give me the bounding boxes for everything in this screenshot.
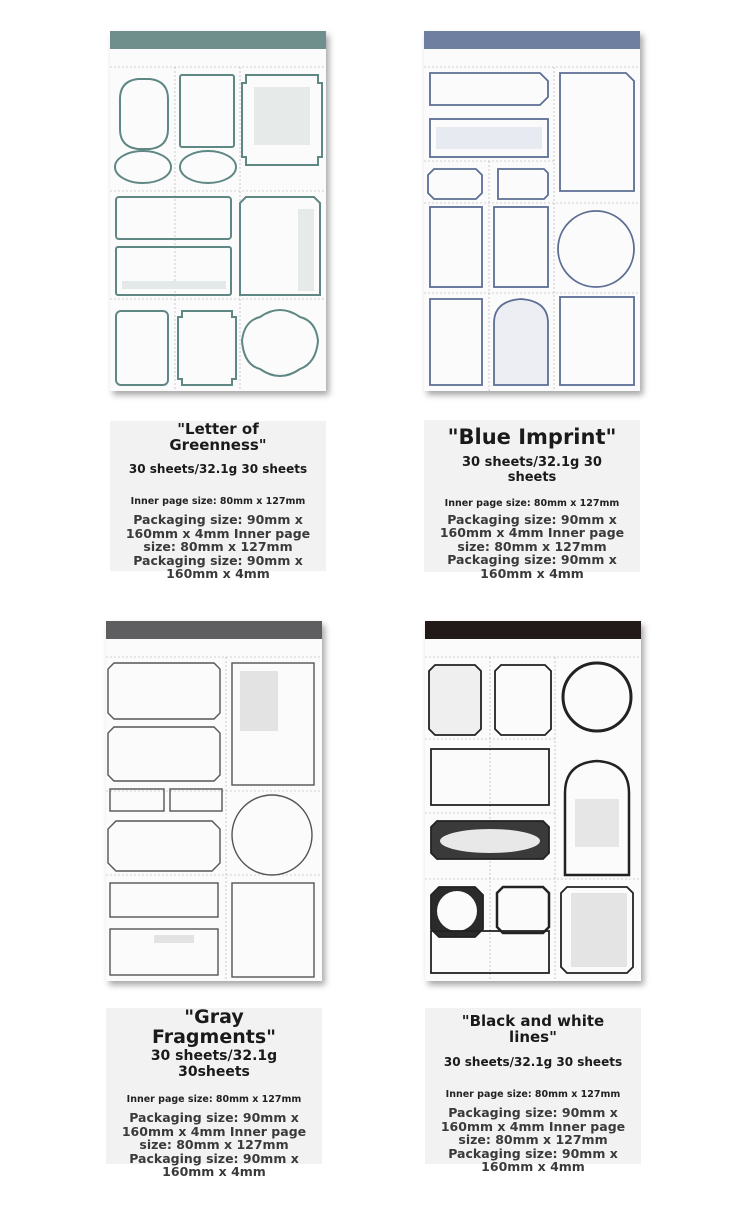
sheet-color-band bbox=[424, 31, 640, 49]
inner-page-size: Inner page size: 80mm x 127mm bbox=[444, 497, 620, 509]
sticker-sheet-image bbox=[424, 31, 640, 391]
product-title: "Gray Fragments" bbox=[151, 1006, 277, 1048]
product-caption bbox=[425, 1014, 641, 1174]
product-caption bbox=[110, 422, 326, 581]
sticker-sheet-image bbox=[106, 621, 322, 981]
packaging-size: Packaging size: 90mm x 160mm x 4mm Inner page size: 80mm x 127mm Packaging size: 90mm x 160mm x 4mm bbox=[439, 511, 625, 581]
sheet-color-band bbox=[425, 621, 641, 639]
packaging-size: Packaging size: 90mm x 160mm x 4mm Inner page size: 80mm x 127mm Packaging size: 90mm x 160mm x 4mm bbox=[121, 1110, 307, 1180]
sheets-count: 30 sheets/32.1g 30 sheets bbox=[128, 461, 308, 476]
packaging-size: Packaging size: 90mm x 160mm x 4mm Inner page size: 80mm x 127mm Packaging size: 90mm x 160mm x 4mm bbox=[440, 1105, 626, 1175]
sticker-illustration bbox=[424, 49, 640, 391]
inner-page-size: Inner page size: 80mm x 127mm bbox=[130, 496, 306, 508]
sticker-illustration bbox=[110, 49, 326, 391]
product-title: "Letter of Greenness" bbox=[169, 420, 267, 454]
sticker-illustration bbox=[425, 639, 641, 981]
sticker-sheet-image bbox=[110, 31, 326, 391]
inner-page-size: Inner page size: 80mm x 127mm bbox=[445, 1089, 621, 1101]
product-caption bbox=[106, 1008, 322, 1179]
product-title: "Blue Imprint" bbox=[447, 425, 617, 449]
sheet-color-band bbox=[106, 621, 322, 639]
sheets-count: 30 sheets/32.1g 30 sheets bbox=[443, 1054, 623, 1069]
sticker-sheet-image bbox=[425, 621, 641, 981]
sheets-count: 30 sheets/32.1g 30sheets bbox=[150, 1047, 278, 1080]
sheet-color-band bbox=[110, 31, 326, 49]
inner-page-size: Inner page size: 80mm x 127mm bbox=[126, 1094, 302, 1106]
sticker-illustration bbox=[106, 639, 322, 981]
product-title: "Black and white lines" bbox=[461, 1012, 605, 1046]
sheets-count: 30 sheets/32.1g 30 sheets bbox=[462, 455, 602, 485]
product-caption bbox=[424, 426, 640, 580]
packaging-size: Packaging size: 90mm x 160mm x 4mm Inner page size: 80mm x 127mm Packaging size: 90mm x 160mm x 4mm bbox=[125, 512, 311, 582]
